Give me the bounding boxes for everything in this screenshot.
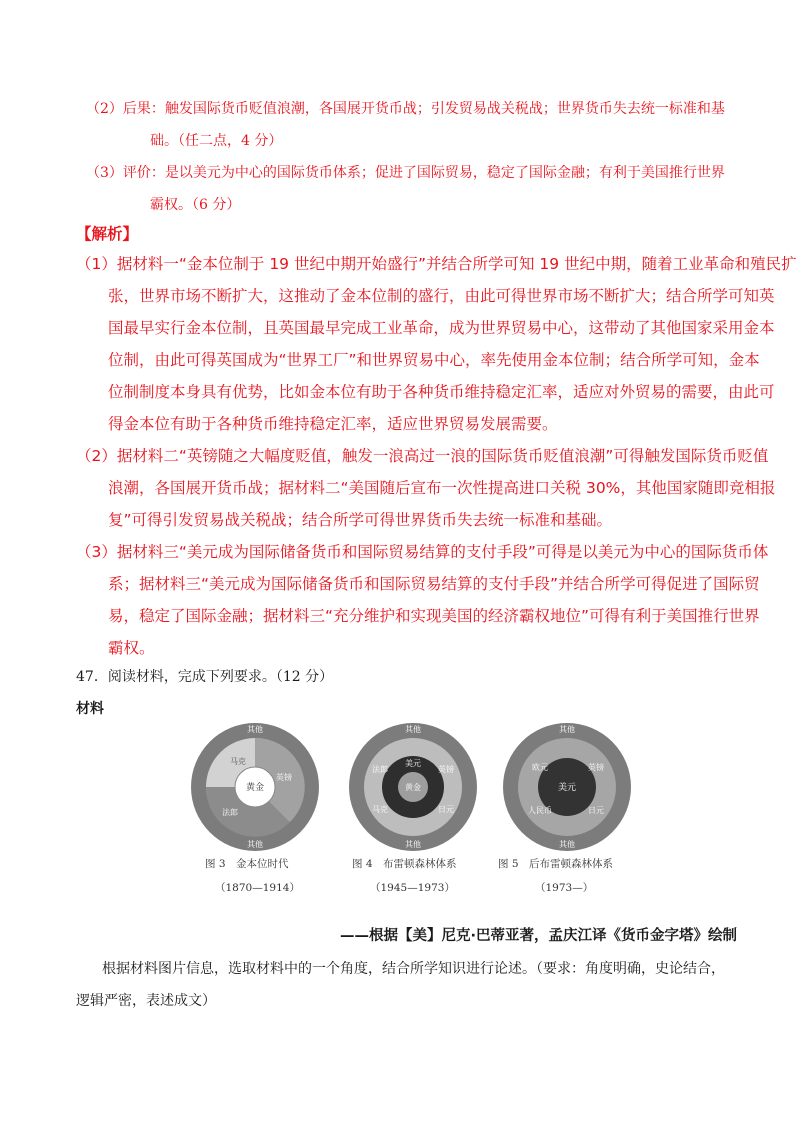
answer-3-line-1: （3）评价：是以美元为中心的国际货币体系；促进了国际贸易，稳定了国际金融；有利于美国推行世界 [86, 165, 725, 181]
figure-3-segment: 英镑 [276, 773, 292, 782]
figure-5-diagram [503, 723, 631, 851]
figure-3-caption: 图 3 金本位时代 [205, 858, 289, 870]
figure-5-center: 美元 [557, 783, 577, 793]
analysis-p1-line: 位制制度本身具有优势，比如金本位有助于各种货币维持稳定汇率，适应对外贸易的需要，由此可 [108, 383, 775, 401]
analysis-p1-line: （1）据材料一“金本位制于 19 世纪中期开始盛行”并结合所学可知 19 世纪中期，随着工业革命和殖民扩 [76, 255, 797, 273]
question-prompt-line-2: 逻辑严密，表述成文） [76, 993, 216, 1009]
figure-3-period: （1870—1914） [215, 882, 300, 894]
figure-5-segment: 日元 [588, 806, 604, 815]
analysis-p2-line: 浪潮，各国展开货币战；据材料二“美国随后宣布一次性提高进口关税 30%，其他国家随即竞相报 [108, 479, 776, 497]
figure-5-outer-top: 其他 [559, 725, 575, 734]
figure-4-caption: 图 4 布雷顿森林体系 [352, 858, 457, 870]
figure-4-segment: 英镑 [438, 765, 454, 774]
analysis-p3-line: 系；据材料三“美元成为国际储备货币和国际贸易结算的支付手段”并结合所学可得促进了国际贸 [108, 575, 760, 593]
analysis-p1-line: 国最早实行金本位制，且英国最早完成工业革命，成为世界贸易中心，这带动了其他国家采用金本 [108, 319, 775, 337]
analysis-p2-line: （2）据材料二“英镑随之大幅度贬值，触发一浪高过一浪的国际货币贬值浪潮”可得触发国际货币贬值 [76, 447, 769, 465]
figure-5-caption: 图 5 后布雷顿森林体系 [498, 858, 614, 870]
analysis-heading: 【解析】 [76, 225, 139, 243]
analysis-p2-line: 复”可得引发贸易战关税战；结合所学可得世界货币失去统一标准和基础。 [108, 511, 613, 529]
figure-5-segment: 欧元 [532, 763, 548, 772]
figure-4-outer-bottom: 其他 [405, 840, 421, 849]
figure-4-outer-top: 其他 [405, 725, 421, 734]
answer-2-line-1: （2）后果：触发国际货币贬值浪潮，各国展开货币战；引发贸易战关税战；世界货币失去统一标准和基 [86, 101, 725, 117]
figure-4-segment: 马克 [372, 805, 388, 814]
analysis-p3-line: 霸权。 [108, 639, 155, 657]
analysis-p1-line: 张，世界市场不断扩大，这推动了金本位制的盛行，由此可得世界市场不断扩大；结合所学可知英 [108, 287, 775, 305]
analysis-p1-line: 位制，由此可得英国成为“世界工厂”和世界贸易中心，率先使用金本位制；结合所学可知，金本 [108, 351, 760, 369]
question-title: 47．阅读材料，完成下列要求。（12 分） [76, 669, 334, 685]
analysis-p3-line: （3）据材料三“美元成为国际储备货币和国际贸易结算的支付手段”可得是以美元为中心的国际货币体 [76, 543, 769, 561]
figure-5-segment: 人民币 [528, 806, 552, 815]
figure-3-segment: 法郎 [222, 808, 238, 817]
material-label: 材料 [76, 701, 104, 717]
answer-2-line-2: 础。（任二点，4 分） [150, 133, 283, 149]
answer-3-line-2: 霸权。（6 分） [150, 197, 241, 213]
analysis-p1-line: 得金本位有助于各种货币维持稳定汇率，适应世界贸易发展需要。 [108, 415, 558, 433]
figure-4-ring-inner: 美元 [405, 759, 421, 768]
figure-3-center: 黄金 [245, 783, 265, 793]
figure-4-period: （1945—1973） [370, 882, 455, 894]
figure-3-diagram [191, 723, 319, 851]
analysis-p3-line: 易，稳定了国际金融；据材料三“充分维护和实现美国的经济霸权地位”可得有利于美国推行世界 [108, 607, 760, 625]
figure-4-center: 黄金 [405, 783, 421, 792]
figure-3-outer-bottom: 其他 [247, 840, 263, 849]
figure-5-segment: 英镑 [588, 763, 604, 772]
material-source: ——根据【美】尼克·巴蒂亚著，孟庆江译《货币金字塔》绘制 [340, 928, 738, 944]
figure-5-period: （1973—） [535, 882, 594, 894]
figure-3-segment: 马克 [230, 757, 246, 766]
figure-4-segment: 日元 [438, 805, 454, 814]
figure-3-outer-top: 其他 [247, 725, 263, 734]
figure-4-diagram [349, 723, 477, 851]
question-prompt-line-1: 根据材料图片信息，选取材料中的一个角度，结合所学知识进行论述。（要求：角度明确，史论结合， [102, 961, 725, 977]
figure-4-segment: 法郎 [372, 765, 388, 774]
figure-5-outer-bottom: 其他 [559, 840, 575, 849]
